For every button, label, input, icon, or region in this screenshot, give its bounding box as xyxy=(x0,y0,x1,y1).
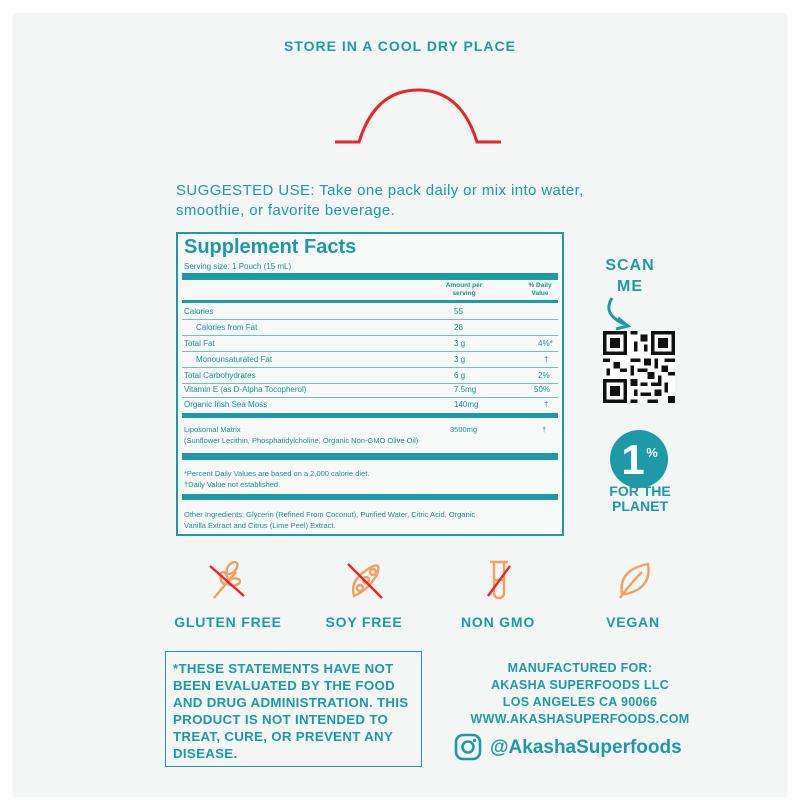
curved-arrow-icon xyxy=(598,296,638,332)
divider-bar xyxy=(182,273,558,280)
one-percent-badge xyxy=(609,429,669,489)
percent-symbol: % xyxy=(646,445,658,460)
facts-row: Total Carbohydrates 6 g 2% xyxy=(182,368,558,384)
manufacturer-info: MANUFACTURED FOR: AKASHA SUPERFOODS LLC LOS ANGELES CA 90066 WWW.AKASHASUPERFOODS.COM xyxy=(455,660,705,728)
one-percent-number: 1 xyxy=(621,436,645,483)
fda-disclaimer-box xyxy=(165,651,422,767)
qr-code[interactable] xyxy=(603,331,675,403)
facts-row: Total Fat 3 g 4%* xyxy=(182,336,558,352)
website-link[interactable]: WWW.AKASHASUPERFOODS.COM xyxy=(470,712,690,726)
facts-row: Vitamin E (as D-Alpha Tocopherol) 7.5mg 50% xyxy=(182,382,558,398)
soy-free-label: SOY FREE xyxy=(325,614,403,630)
divider-bar xyxy=(182,300,558,303)
storage-note: STORE IN A COOL DRY PLACE xyxy=(284,38,516,54)
serving-size: Serving size: 1 Pouch (15 mL) xyxy=(184,262,292,271)
divider-bar xyxy=(182,453,558,460)
facts-row: Monounsaturated Fat 3 g † xyxy=(182,352,558,368)
leaf-icon xyxy=(612,558,658,602)
divider-bar xyxy=(182,494,558,500)
facts-row: Calories from Fat 28 xyxy=(182,320,558,336)
matrix-name: Liposomal Matrix xyxy=(184,425,241,434)
col-amount-header: Amount per serving xyxy=(445,282,483,297)
scan-me-label: SCAN ME xyxy=(605,257,655,295)
instagram-icon[interactable] xyxy=(454,733,482,761)
wheat-crossed-icon xyxy=(204,558,250,602)
gluten-free-label: GLUTEN FREE xyxy=(174,614,282,630)
supplement-facts-panel xyxy=(176,232,564,536)
test-tube-crossed-icon xyxy=(476,558,522,602)
footnote-dagger: †Daily Value not established. xyxy=(184,480,281,489)
divider-bar xyxy=(182,413,558,418)
matrix-detail: (Sunflower Lecithin, Phosphatidylcholine, Organic Non-GMO Olive Oil) xyxy=(184,436,419,445)
facts-row: Organic Irish Sea Moss 140mg † xyxy=(184,400,549,409)
suggested-use: SUGGESTED USE: Take one pack daily or mix into water, smoothie, or favorite beverage. xyxy=(176,182,584,219)
matrix-dv: † xyxy=(542,425,547,434)
soybean-crossed-icon xyxy=(342,558,388,602)
non-gmo-label: NON GMO xyxy=(460,614,536,630)
vegan-label: VEGAN xyxy=(606,614,660,630)
social-handle[interactable]: @AkashaSuperfoods xyxy=(490,737,682,758)
fda-disclaimer-text: *THESE STATEMENTS HAVE NOT BEEN EVALUATED BY THE FOOD AND DRUG ADMINISTRATION. THIS PRODUCT IS NOT INTENDED TO TREAT, CURE, OR PREVENT ANY DISEASE. xyxy=(173,661,409,761)
for-the-planet-label: FOR THE PLANET xyxy=(609,483,671,514)
other-ingredients-line2: Vanilla Extract and Citrus (Lime Peel) Extract. xyxy=(184,521,336,530)
facts-row: Calories 55 xyxy=(182,304,558,320)
facts-title: Supplement Facts xyxy=(184,236,357,258)
footnote-dv: *Percent Daily Values are based on a 2,000 calorie diet. xyxy=(184,469,370,478)
tear-notch-arch xyxy=(335,80,501,150)
other-ingredients-line1: Other Ingredients: Glycerin (Refined From Coconut), Purified Water, Citric Acid, Organic xyxy=(184,510,476,519)
matrix-amount: 3500mg xyxy=(450,425,478,434)
col-dv-header: % Daily Value xyxy=(528,282,552,297)
